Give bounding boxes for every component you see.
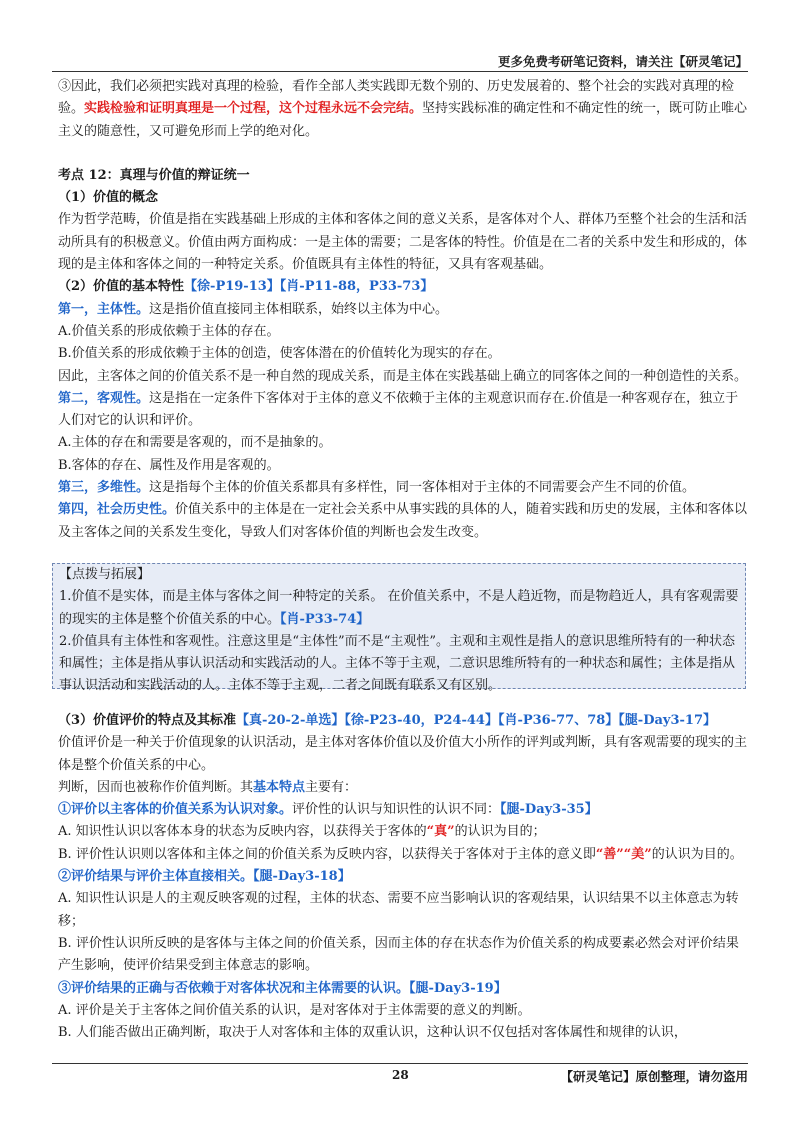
footer-note: 【研灵笔记】原创整理，请勿盗用 xyxy=(560,1069,748,1084)
feature-1-a: A. 知识性认识以客体本身的状态为反映内容，以获得关于客体的“真”的认识为目的； xyxy=(58,824,546,840)
tips-box-title: 【点拨与拓展】 xyxy=(59,567,151,582)
tips-item-2: 2.价值具有主体性和客观性。注意这里是“主体性”而不是“主观性”。主观和主观性是指人的意识思维所特有的一种状态和属性；主体是指从事认识活动和实践活动的人。主体不等于主观，二意识思维所特有的一种状态和属性；主体是指从事认识活动和实践活动的人。主体不等于主观，二者之间既有联系又有区别。 xyxy=(59,633,736,694)
feature-3-b: B. 人们能否做出正确判断，取决于人对客体和主体的双重认识，这种认识不仅包括对客体属性和规律的认识， xyxy=(58,1025,687,1041)
heading-value-concept: （1）价值的概念 xyxy=(58,190,159,206)
trait-objectivity: 第二，客观性。这是指在一定条件下客体对于主体的意义不依赖于主体的主观意识而存在.价值是一种客观存在，独立于人们对它的认识和评价。 xyxy=(58,390,739,429)
page-header: 更多免费考研笔记资料，请关注【研灵笔记】 xyxy=(497,54,748,69)
intro-paragraph: ③因此，我们必须把实践对真理的检验，看作全部人类实践即无数个别的、历史发展着的、整个社会的实践对真理的检验。实践检验和证明真理是一个过程，这个过程永远不会完结。坚持实践标准的确定性和不确定性的统一，既可防止唯心主义的随意性，又可避免形而上学的绝对化。 xyxy=(58,79,748,139)
trait-subjectivity: 第一，主体性。这是指价值直接同主体相联系，始终以主体为中心。 xyxy=(58,301,449,317)
feature-2-a: A. 知识性认识是人的主观反映客观的过程，主体的状态、需要不应当影响认识的客观结果，认识结果不以主体意志为转移； xyxy=(58,891,739,929)
section-title: 考点 12：真理与价值的辩证统一 xyxy=(58,167,250,183)
feature-2-b: B. 评价性认识所反映的是客体与主体之间的价值关系，因而主体的存在状态作为价值关系的构成要素必然会对评价结果产生影响，使评价结果受到主体意志的影响。 xyxy=(58,935,739,974)
page-number: 28 xyxy=(392,1068,409,1082)
feature-3-a: A. 评价是关于主客体之间价值关系的认识，是对客体对于主体需要的意义的判断。 xyxy=(58,1002,531,1018)
trait-objectivity-a: A.主体的存在和需要是客观的，而不是抽象的。 xyxy=(58,435,332,451)
evaluation-section xyxy=(58,710,748,1044)
trait-sociohistorical: 第四，社会历史性。价值关系中的主体是在一定社会关系中从事实践的具体的人，随着实践和历史的发展，主体和客体以及主客体之间的关系发生变化，导致人们对客体价值的判断也会发生改变。 xyxy=(58,502,748,540)
trait-subjectivity-b: B.价值关系的形成依赖于主体的创造，使客体潜在的价值转化为现实的存在。 xyxy=(58,346,501,362)
trait-objectivity-b: B.客体的存在、属性及作用是客观的。 xyxy=(58,457,280,473)
reference-tag: 【真-20-2-单选】【徐-P23-40，P24-44】【肖-P36-77、78】【腿-Day3-17】 xyxy=(236,713,716,728)
evaluation-basic-features: 判断，因而也被称作价值判断。其基本特点主要有： xyxy=(58,779,358,795)
trait-subjectivity-conclusion: 因此，主客体之间的价值关系不是一种自然的现成关系，而是主体在实践基础上确立的同客体之间的一种创造性的关系。 xyxy=(58,368,748,384)
trait-multidimensional: 第三，多维性。这是指每个主体的价值关系都具有多样性，同一客体相对于主体的不同需要会产生不同的价值。 xyxy=(58,480,696,496)
highlight-red: 实践检验和证明真理是一个过程，这个过程永远不会完结。 xyxy=(84,101,423,117)
header-divider xyxy=(52,71,748,72)
feature-3: ③评价结果的正确与否依赖于对客体状况和主体需要的认识。【腿-Day3-19】 xyxy=(58,980,507,996)
trait-subjectivity-a: A.价值关系的形成依赖于主体的存在。 xyxy=(58,323,280,339)
main-content xyxy=(58,76,748,544)
value-concept-text: 作为哲学范畴，价值是指在实践基础上形成的主体和客体之间的意义关系，是客体对个人、群体乃至整个社会的生活和活动所具有的积极意义。价值由两方面构成：一是主体的需要；二是客体的特性。价值是在二者的关系中发生和形成的，体现的是主体和客体之间的一种特定关系。价值既具有主体性的特征，又具有客观基础。 xyxy=(58,212,748,273)
heading-evaluation: （3）价值评价的特点及其标准【真-20-2-单选】【徐-P23-40，P24-44】【肖-P36-77、78】【腿-Day3-17】 xyxy=(58,713,716,728)
feature-1: ①评价以主客体的价值关系为认识对象。评价性的认识与知识性的认识不同：【腿-Day3-35】 xyxy=(58,802,598,818)
tips-item-1: 1.价值不是实体，而是主体与客体之间一种特定的关系。 在价值关系中，不是人趋近物，而是物趋近人，具有客观需要的现实的主体是整个价值关系的中心。【肖-P33-74】 xyxy=(59,589,739,627)
feature-2: ②评价结果与评价主体直接相关。【腿-Day3-18】 xyxy=(58,869,351,885)
heading-value-traits: （2）价值的基本特性【徐-P19-13】【肖-P11-88，P33-73】 xyxy=(58,279,434,295)
tips-box xyxy=(52,563,746,694)
feature-1-b: B. 评价性认识则以客体和主体之间的价值关系为反映内容，以获得关于客体对于主体的意义即“善”“美”的认识为目的。 xyxy=(58,846,743,862)
reference-tag: 【徐-P19-13】【肖-P11-88，P33-73】 xyxy=(184,279,434,295)
evaluation-definition: 价值评价是一种关于价值现象的认识活动，是主体对客体价值以及价值大小所作的评判或判断，具有客观需要的现实的主体是整个价值关系的中心。 xyxy=(58,735,748,773)
footer-divider xyxy=(52,1063,748,1064)
